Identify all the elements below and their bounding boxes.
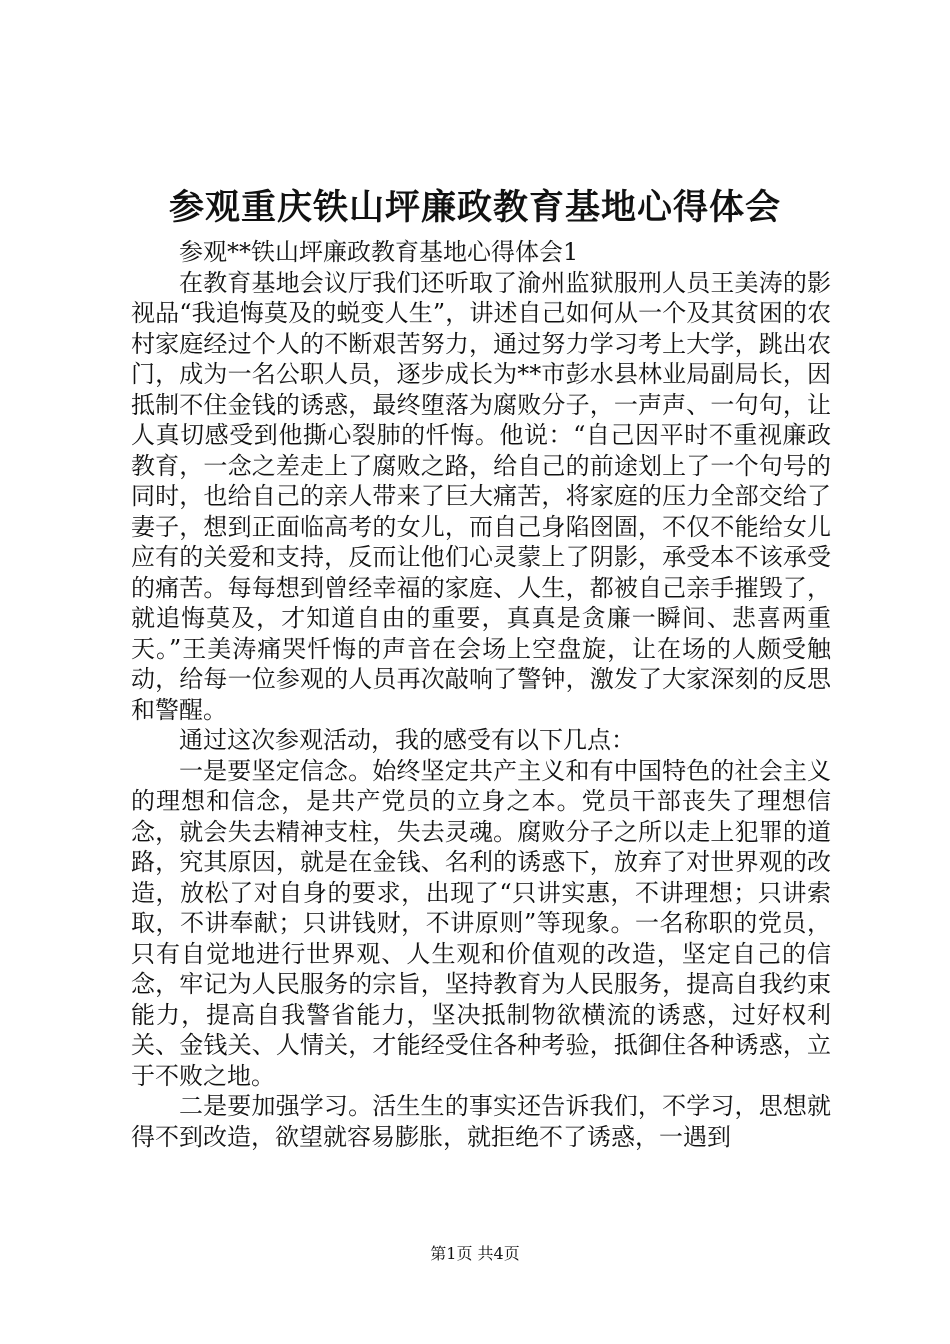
document-title: 参观重庆铁山坪廉政教育基地心得体会: [168, 187, 781, 228]
body-paragraph: 一是要坚定信念。始终坚定共产主义和有中国特色的社会主义的理想和信念，是共产党员的立身之本。党员干部丧失了理想信念，就会失去精神支柱，失去灵魂。腐败分子之所以走上犯罪的道路，究其原因，就是在金钱、名利的诱惑下，放弃了对世界观的改造，放松了对自身的要求，出现了“只讲实惠，不讲理想；只讲索取，不讲奉献；只讲钱财，不讲原则”等现象。一名称职的党员，只有自觉地进行世界观、人生观和价值观的改造，坚定自己的信念，牢记为人民服务的宗旨，坚持教育为人民服务，提高自我约束能力，提高自我警省能力，坚决抵制物欲横流的诱惑，过好权利关、金钱关、人情关，才能经受住各种考验，抵御住各种诱惑，立于不败之地。: [131, 756, 831, 1090]
document-body: [131, 237, 831, 1152]
body-paragraph: 二是要加强学习。活生生的事实还告诉我们，不学习，思想就得不到改造，欲望就容易膨胀，就拒绝不了诱惑，一遇到: [131, 1092, 831, 1151]
body-paragraph: 通过这次参观活动，我的感受有以下几点：: [179, 726, 635, 754]
page-footer: 第1页 共4页: [430, 1244, 520, 1263]
subtitle-paragraph: 参观**铁山坪廉政教育基地心得体会1: [179, 238, 579, 266]
body-paragraph: 在教育基地会议厅我们还听取了渝州监狱服刑人员王美涛的影视品“我追悔莫及的蜕变人生”，讲述自己如何从一个及其贫困的农村家庭经过个人的不断艰苦努力，通过努力学习考上大学，跳出农门，成为一名公职人员，逐步成长为**市彭水县林业局副局长，因抵制不住金钱的诱惑，最终堕落为腐败分子，一声声、一句句，让人真切感受到他撕心裂肺的忏悔。他说：“自己因平时不重视廉政教育，一念之差走上了腐败之路，给自己的前途划上了一个句号的同时，也给自己的亲人带来了巨大痛苦，将家庭的压力全部交给了妻子，想到正面临高考的女儿，而自己身陷囹圄，不仅不能给女儿应有的关爱和支持，反而让他们心灵蒙上了阴影，承受本不该承受的痛苦。每每想到曾经幸福的家庭、人生，都被自己亲手摧毁了，就追悔莫及，才知道自由的重要，真真是贪廉一瞬间、悲喜两重天。”王美涛痛哭忏悔的声音在会场上空盘旋，让在场的人颇受触动，给每一位参观的人员再次敲响了警钟，激发了大家深刻的反思和警醒。: [131, 268, 831, 724]
